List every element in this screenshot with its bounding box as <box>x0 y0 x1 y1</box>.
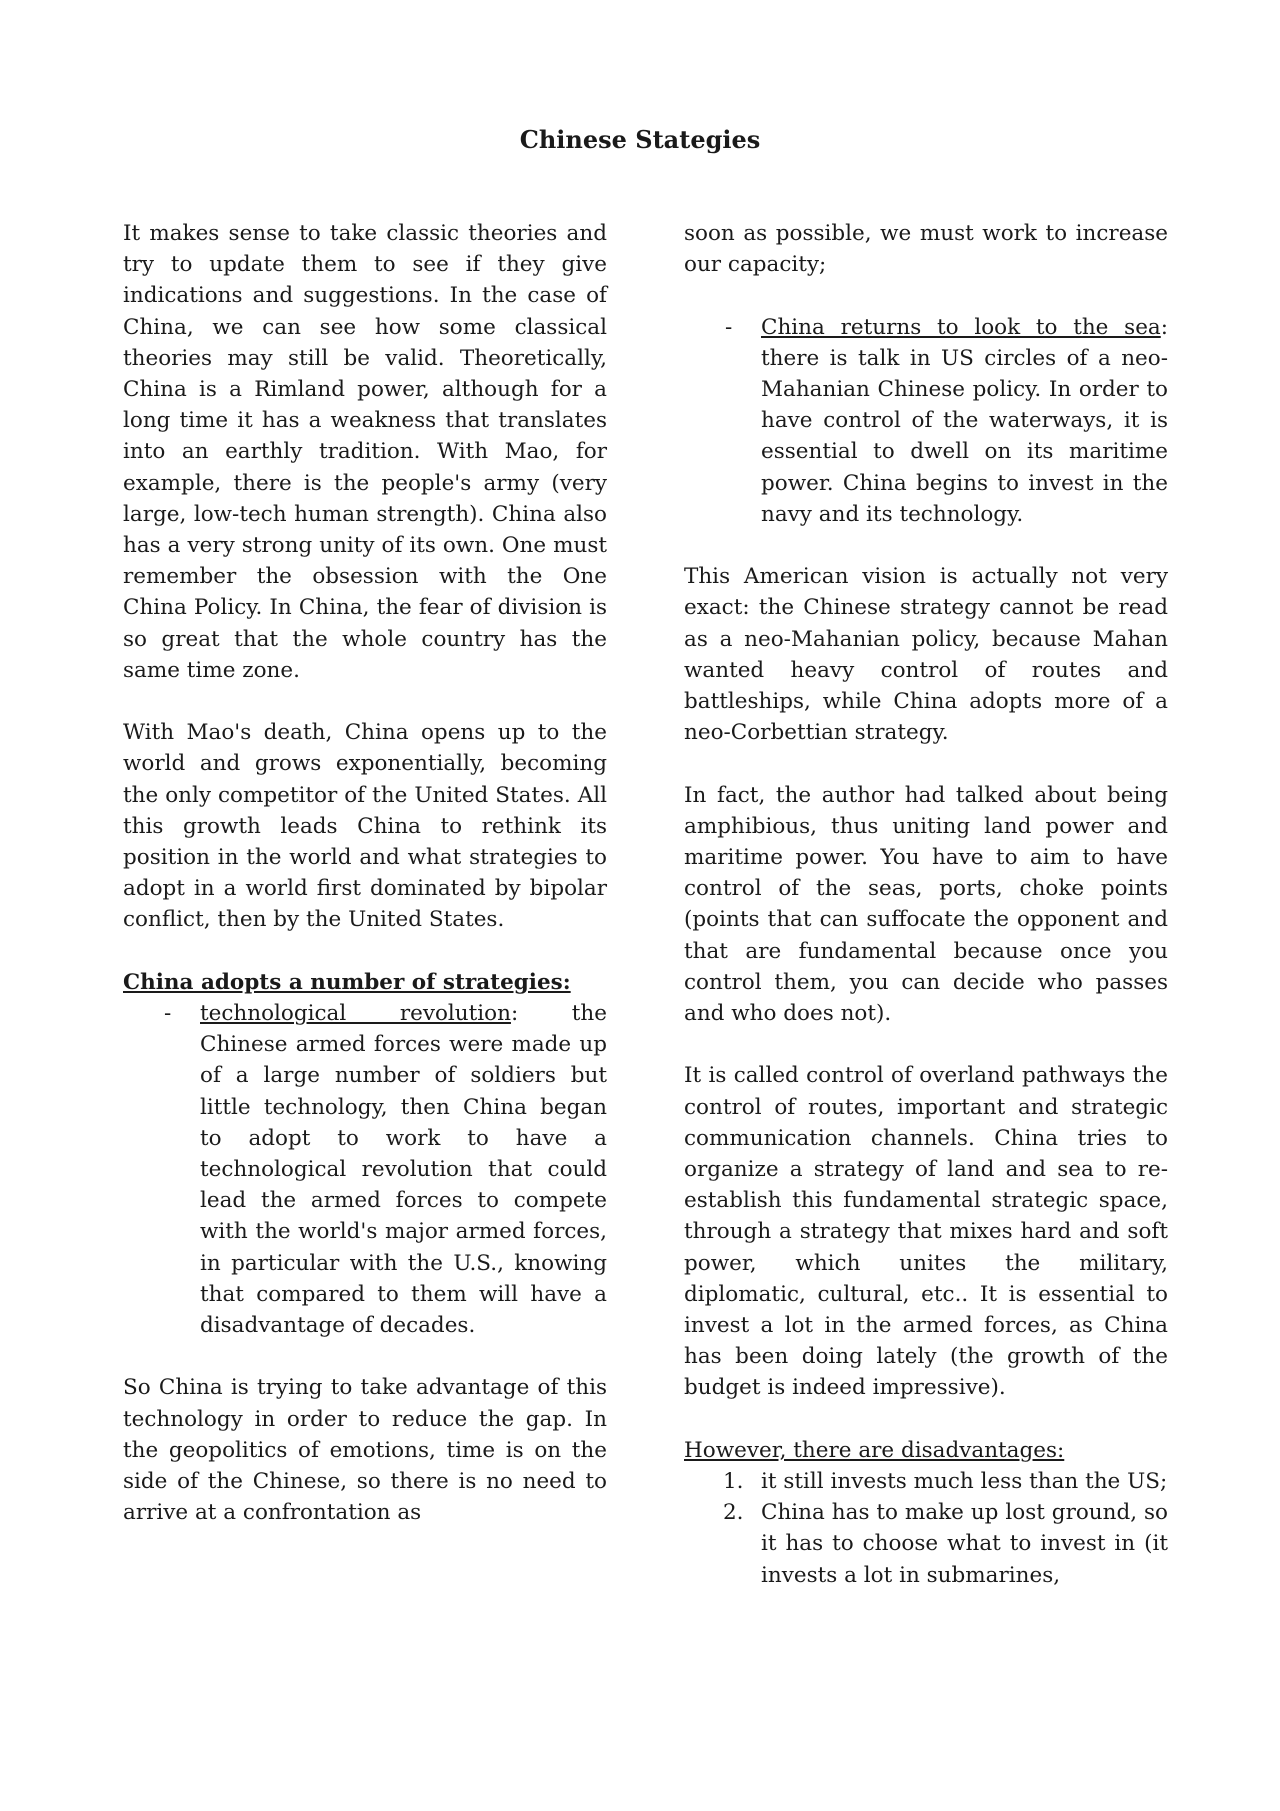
paragraph: With Mao's death, China opens up to the world and grows exponentially, becoming the only competitor of the United States. All this growth leads China to rethink its position in the world and what strategies to adopt in a world first dominated by bipolar conflict, then by the United States. <box>123 720 607 933</box>
item-text: China has to make up lost ground, so it has to choose what to invest in (it invests a lot in submarines, <box>761 1500 1168 1588</box>
paragraph: It makes sense to take classic theories and try to update them to see if they give indications and suggestions. In the case of China, we can see how some classical theories may still be valid. Theoretically, China is a Rimland power, although for a long time it has a weakness that translates into an earthly tradition. With Mao, for example, there is the people's army (very large, low-tech human strength). China also has a very strong unity of its own. One must remember the obsession with the One China Policy. In China, the fear of division is so great that the whole country has the same time zone. <box>123 221 607 683</box>
paragraph: In fact, the author had talked about being amphibious, thus uniting land power and maritime power. You have to aim to have control of the seas, ports, choke points (points that can suffocate the opponent and that are fundamental because once you control them, you can decide who passes and who does not). <box>684 782 1168 1027</box>
paragraph: So China is trying to take advantage of this technology in order to reduce the gap. In the geopolitics of emotions, time is on the side of the Chinese, so there is no need to arrive at a confrontation as <box>123 1375 607 1526</box>
bullet-list <box>684 312 1168 530</box>
item-number: 2. <box>723 1500 744 1526</box>
left-column <box>123 218 607 1560</box>
numbered-item <box>723 1497 1168 1591</box>
item-number: 1. <box>723 1469 744 1495</box>
list-item <box>725 312 1168 530</box>
section-heading: China adopts a number of strategies: <box>123 969 571 995</box>
numbered-item <box>723 1466 1168 1497</box>
paragraph: This American vision is actually not very exact: the Chinese strategy cannot be read as a neo-Mahanian policy, because Mahan wanted heavy control of routes and battleships, while China adopts more of a neo-Corbettian strategy. <box>684 564 1168 746</box>
dash-bullet: - <box>725 314 733 340</box>
subheading: However, there are disadvantages: <box>684 1437 1065 1463</box>
bullet-term: China returns to look to the sea <box>761 314 1161 340</box>
bullet-text: : the Chinese armed forces were made up of a large number of soldiers but little technology, then China began to adopt to work to have a technological revolution that could lead the armed forces to compete with the world's major armed forces, in particular with the U.S., knowing that compared to them will have a disadvantage of decades. <box>200 1001 607 1339</box>
right-column <box>684 218 1168 1591</box>
document-title: Chinese Stategies <box>519 125 761 154</box>
item-text: it still invests much less than the US; <box>761 1469 1168 1495</box>
numbered-list <box>684 1466 1168 1591</box>
list-item <box>164 998 607 1341</box>
paragraph: soon as possible, we must work to increase our capacity; <box>684 221 1168 278</box>
bullet-text: : there is talk in US circles of a neo-Mahanian Chinese policy. In order to have control of the waterways, it is essential to dwell on its maritime power. China begins to invest in the navy and its technology. <box>761 314 1168 527</box>
paragraph: It is called control of overland pathways the control of routes, important and strategic communication channels. China tries to organize a strategy of land and sea to re-establish this fundamental strategic space, through a strategy that mixes hard and soft power, which unites the military, diplomatic, cultural, etc.. It is essential to invest a lot in the armed forces, as China has been doing lately (the growth of the budget is indeed impressive). <box>684 1063 1168 1401</box>
bullet-list <box>123 998 607 1341</box>
dash-bullet: - <box>164 1001 172 1027</box>
bullet-term: technological revolution <box>200 1001 511 1027</box>
